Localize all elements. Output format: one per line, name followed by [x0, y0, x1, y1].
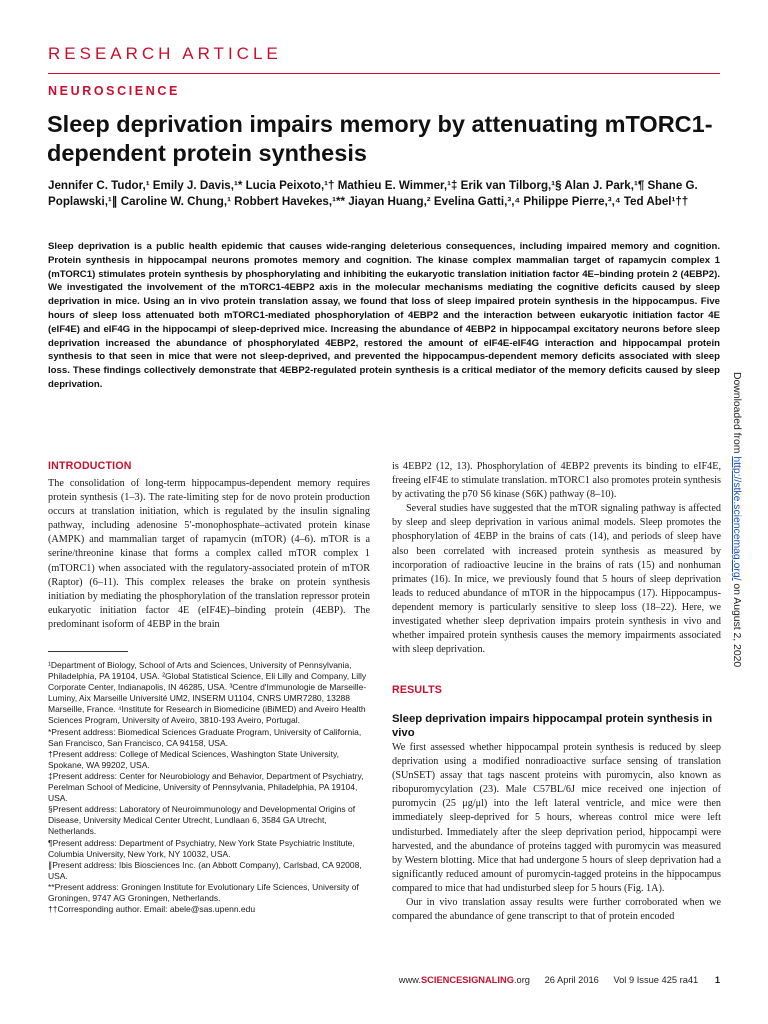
download-note-prefix: Downloaded from: [731, 372, 742, 457]
footnote: §Present address: Laboratory of Neuroimmunology and Developmental Origins of Disease, University Medical Center Utrecht, Lundlaan 6, 3584 GA Utrecht, Netherlands.: [48, 804, 356, 837]
article-title: Sleep deprivation impairs memory by attenuating mTORC1-dependent protein synthesis: [47, 111, 713, 166]
volume-info: Vol 9 Issue 425 ra41: [613, 975, 699, 985]
abstract: Sleep deprivation is a public health epidemic that causes wide-ranging deleterious consequences, including impaired memory and cognition. Protein synthesis in hippocampal neurons promotes memory and cognition. The kinase complex mammalian target of rapamycin complex 1 (mTORC1) stimulates protein synthesis by phosphorylating and inhibiting the eukaryotic translation initiation factor 4E–binding protein 2 (4EBP2). We investigated the involvement of the mTORC1-4EBP2 axis in the molecular mechanisms mediating the cognitive deficits caused by sleep deprivation in mice. Using an in vivo protein translation assay, we found that loss of sleep impaired protein synthesis in the hippocampus. Five hours of sleep loss attenuated both mTORC1-mediated phosphorylation of 4EBP2 and the interaction between eukaryotic initiation factor 4E (eIF4E) and eIF4G in the hippocampi of sleep-deprived mice. Increasing the abundance of 4EBP2 in hippocampal excitatory neurons before sleep deprivation increased the abundance of phosphorylated 4EBP2, restored the amount of eIF4E-eIF4G interaction and hippocampal protein synthesis to that seen in mice that were not sleep-deprived, and prevented the hippocampus-dependent memory deficits associated with sleep loss. These findings collectively demonstrate that 4EBP2-regulated protein synthesis is a critical mediator of the memory deficits caused by sleep deprivation.: [48, 241, 720, 390]
download-link[interactable]: http://stke.sciencemag.org/: [731, 456, 742, 581]
site-prefix: www.: [398, 975, 421, 985]
footnote: ¹Department of Biology, School of Arts and Sciences, University of Pennsylvania, Philadelphia, PA 19104, USA. ²Global Statistical Science, Eli Lilly and Company, Lilly Corporate Center, Indianapolis, IN 46285, USA. ³Centre d'Immunologie de Marseille-Luminy, Aix Marseille Université UM2, INSERM U1104, CNRS UMR7280, 13288 Marseille, France. ⁴Institute for Research in Biomedicine (iBiMED) and Aveiro Health Sciences Program, University of Aveiro, 3810-193 Aveiro, Portugal.: [48, 660, 367, 726]
footnote: **Present address: Groningen Institute for Evolutionary Life Sciences, University of Groningen, 9747 AG Groningen, Netherlands.: [48, 881, 359, 903]
footnote: ∥Present address: Ibis Biosciences Inc. (an Abbott Company), Carlsbad, CA 92008, USA.: [48, 859, 362, 881]
journal-site[interactable]: [399, 975, 530, 985]
author-list: Jennifer C. Tudor,¹ Emily J. Davis,¹* Lucia Peixoto,¹† Mathieu E. Wimmer,¹‡ Erik van Tilborg,¹§ Alan J. Park,¹¶ Shane G. Poplawski,¹∥ Caroline W. Chung,¹ Robbert Havekes,¹** Jiayan Huang,² Evelina Gatti,³,⁴ Philippe Pierre,³,⁴ Ted Abel¹††: [48, 179, 698, 208]
results-paragraph: We first assessed whether hippocampal protein synthesis is reduced by sleep deprivation using a modified nonradioactive surface sensing of translation (SUnSET) assay that tags nascent proteins with puromycin, also known as ribopuromycylation (23). Male C57BL/6J mice received one injection of puromycin (25 μg/μl) into the left lateral ventricle, and mice were then immediately sleep-deprived for 5 hours, whereas control mice were left undisturbed. Immediately after the sleep deprivation period, hippocampi were harvested, and the abundance of proteins tagged with puromycin was measured by Western blotting. Mice that had undergone 5 hours of sleep deprivation had a significantly reduced amount of puromycin-tagged proteins in the hippocampus compared to mice that had undisturbed sleep for 5 hours (Fig. 1A).: [392, 742, 721, 894]
introduction-heading: INTRODUCTION: [48, 460, 132, 472]
field-label: NEUROSCIENCE: [48, 84, 180, 98]
affiliation-footnotes: [48, 660, 370, 915]
section-label: RESEARCH ARTICLE: [48, 44, 282, 63]
footnote: ‡Present address: Center for Neurobiology and Behavior, Department of Psychiatry, Perelman School of Medicine, University of Pennsylvania, Philadelphia, PA 19104, USA.: [48, 770, 364, 804]
page-number: 1: [714, 975, 720, 985]
footnote: ††Corresponding author. Email: abele@sas.upenn.edu: [48, 904, 256, 915]
introduction-paragraph: Several studies have suggested that the mTOR signaling pathway is affected by sleep and sleep deprivation in various animal models. Sleep promotes the phosphorylation of 4EBP in the brains of cats (14), and periods of sleep have also been correlated with increased protein synthesis as measured by incorporation of radioactive leucine in the brains of rats (15) and nonhuman primates (16). In mice, we previously found that 5 hours of sleep deprivation leads to reduced abundance of mTOR in the hippocampus (17). Hippocampus-dependent memory is particularly sensitive to sleep loss (18–22). Here, we investigated whether sleep deprivation impairs protein synthesis in vivo and whether impaired protein synthesis causes the memory impairments associated with sleep deprivation.: [392, 503, 721, 656]
site-brand: SCIENCESIGNALING: [420, 975, 514, 985]
site-suffix: .org: [513, 975, 530, 985]
introduction-paragraph: The consolidation of long-term hippocampus-dependent memory requires protein synthesis (1–3). The rate-limiting step for de novo protein production occurs at translation initiation, which is regulated by the insulin signaling pathway, including adenosine 5′-monophosphate–activated protein kinase (AMPK) and mammalian target of rapamycin (mTOR) (4–6). mTOR is a serine/threonine kinase that forms a complex called mTOR complex 1 (mTORC1) when associated with the regulatory-associated protein of mTOR (Raptor) (6–11). This complex releases the brake on protein synthesis initiation by mediating the phosphorylation of the translation repressor protein eukaryotic initiation factor 4E (eIF4E)–binding protein (4EBP). The predominant isoform of 4EBP in the brain: [48, 478, 370, 630]
footnote: †Present address: College of Medical Sciences, Washington State University, Spokane, WA 99202, USA.: [48, 748, 340, 770]
results-heading: RESULTS: [392, 684, 443, 696]
header-rule: [48, 73, 720, 74]
results-body: [392, 741, 721, 924]
results-subheading: Sleep deprivation impairs hippocampal protein synthesis in vivo: [392, 713, 713, 739]
results-paragraph: Our in vivo translation assay results were further corroborated when we compared the abundance of gene transcript to that of protein encoded: [392, 897, 721, 923]
footnote-rule: [48, 651, 128, 652]
introduction-paragraph-continued: is 4EBP2 (12, 13). Phosphorylation of 4EBP2 prevents its binding to eIF4E, freeing eIF4E to stimulate translation. mTORC1 also promotes protein synthesis by activating the p70 S6 kinase (S6K) pathway (8–10).: [392, 461, 721, 501]
introduction-body: [48, 477, 370, 632]
introduction-body-continued: [392, 460, 721, 657]
footnote: *Present address: Biomedical Sciences Graduate Program, University of California, San Francisco, San Francisco, CA 94158, USA.: [48, 726, 362, 748]
issue-date: 26 April 2016: [544, 975, 599, 985]
page-footer: [399, 975, 720, 985]
footnote: ¶Present address: Department of Psychiatry, New York State Psychiatric Institute, Columbia University, New York, NY 10032, USA.: [48, 837, 355, 859]
download-note: [731, 372, 742, 667]
download-note-suffix: on August 2, 2020: [731, 580, 742, 668]
